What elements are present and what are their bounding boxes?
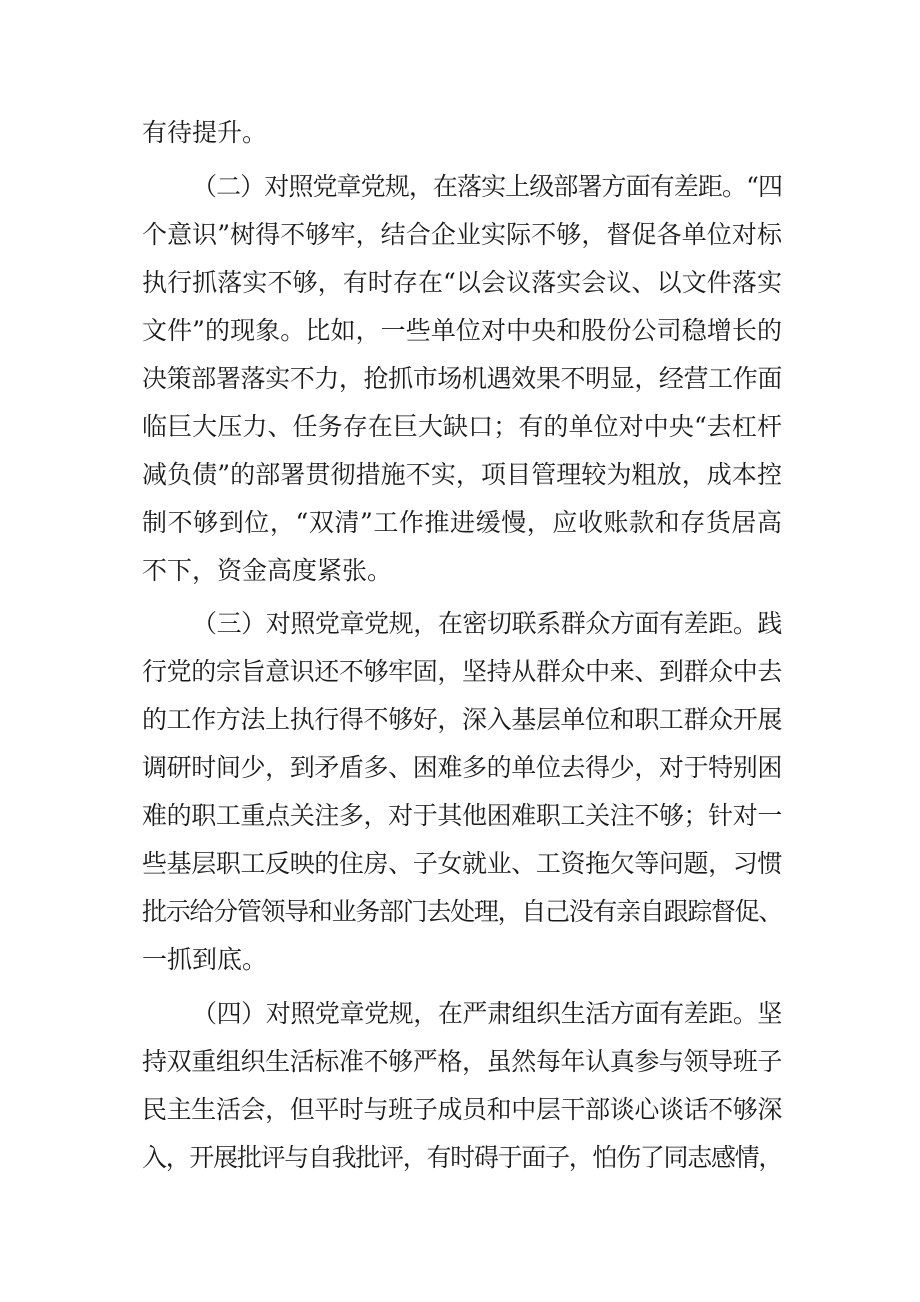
text-line: 文件”的现象。比如，一些单位对中央和股份公司稳增长的 — [142, 316, 782, 345]
text-line: 临巨大压力、任务存在巨大缺口；有的单位对中央“去杠杆 — [142, 412, 782, 441]
text-line: 制不够到位，“双清”工作推进缓慢，应收账款和存货居高 — [142, 508, 782, 537]
text-line: 调研时间少，到矛盾多、困难多的单位去得少，对于特别困 — [142, 753, 782, 782]
text-line: 个意识”树得不够牢，结合企业实际不够，督促各单位对标 — [142, 220, 782, 249]
text-line: 批示给分管领导和业务部门去处理，自己没有亲自跟踪督促、 — [142, 897, 782, 926]
paragraph-2-first-line: （二）对照党章党规，在落实上级部署方面有差距。“四 — [192, 172, 782, 201]
text-line: 些基层职工反映的住房、子女就业、工资拖欠等问题，习惯 — [142, 849, 782, 878]
text-line: 不下，资金高度紧张。 — [142, 556, 393, 585]
text-line: 难的职工重点关注多，对于其他困难职工关注不够；针对一 — [142, 801, 782, 830]
text-line: 民主生活会，但平时与班子成员和中层干部谈心谈话不够深 — [142, 1095, 782, 1124]
text-line: 行党的宗旨意识还不够牢固，坚持从群众中来、到群众中去 — [142, 657, 782, 686]
text-line: 减负债”的部署贯彻措施不实，项目管理较为粗放，成本控 — [142, 460, 782, 489]
text-line: 入，开展批评与自我批评，有时碍于面子，怕伤了同志感情， — [142, 1143, 782, 1172]
text-line: 执行抓落实不够，有时存在“以会议落实会议、以文件落实 — [142, 268, 782, 297]
text-line: 有待提升。 — [142, 118, 268, 147]
text-line: 持双重组织生活标准不够严格，虽然每年认真参与领导班子 — [142, 1047, 782, 1076]
text-line: 一抓到底。 — [142, 945, 268, 974]
paragraph-4-first-line: （四）对照党章党规，在严肃组织生活方面有差距。坚 — [192, 999, 782, 1028]
text-line: 的工作方法上执行得不够好，深入基层单位和职工群众开展 — [142, 705, 782, 734]
text-line: 决策部署落实不力，抢抓市场机遇效果不明显，经营工作面 — [142, 364, 782, 393]
paragraph-3-first-line: （三）对照党章党规，在密切联系群众方面有差距。践 — [192, 609, 782, 638]
